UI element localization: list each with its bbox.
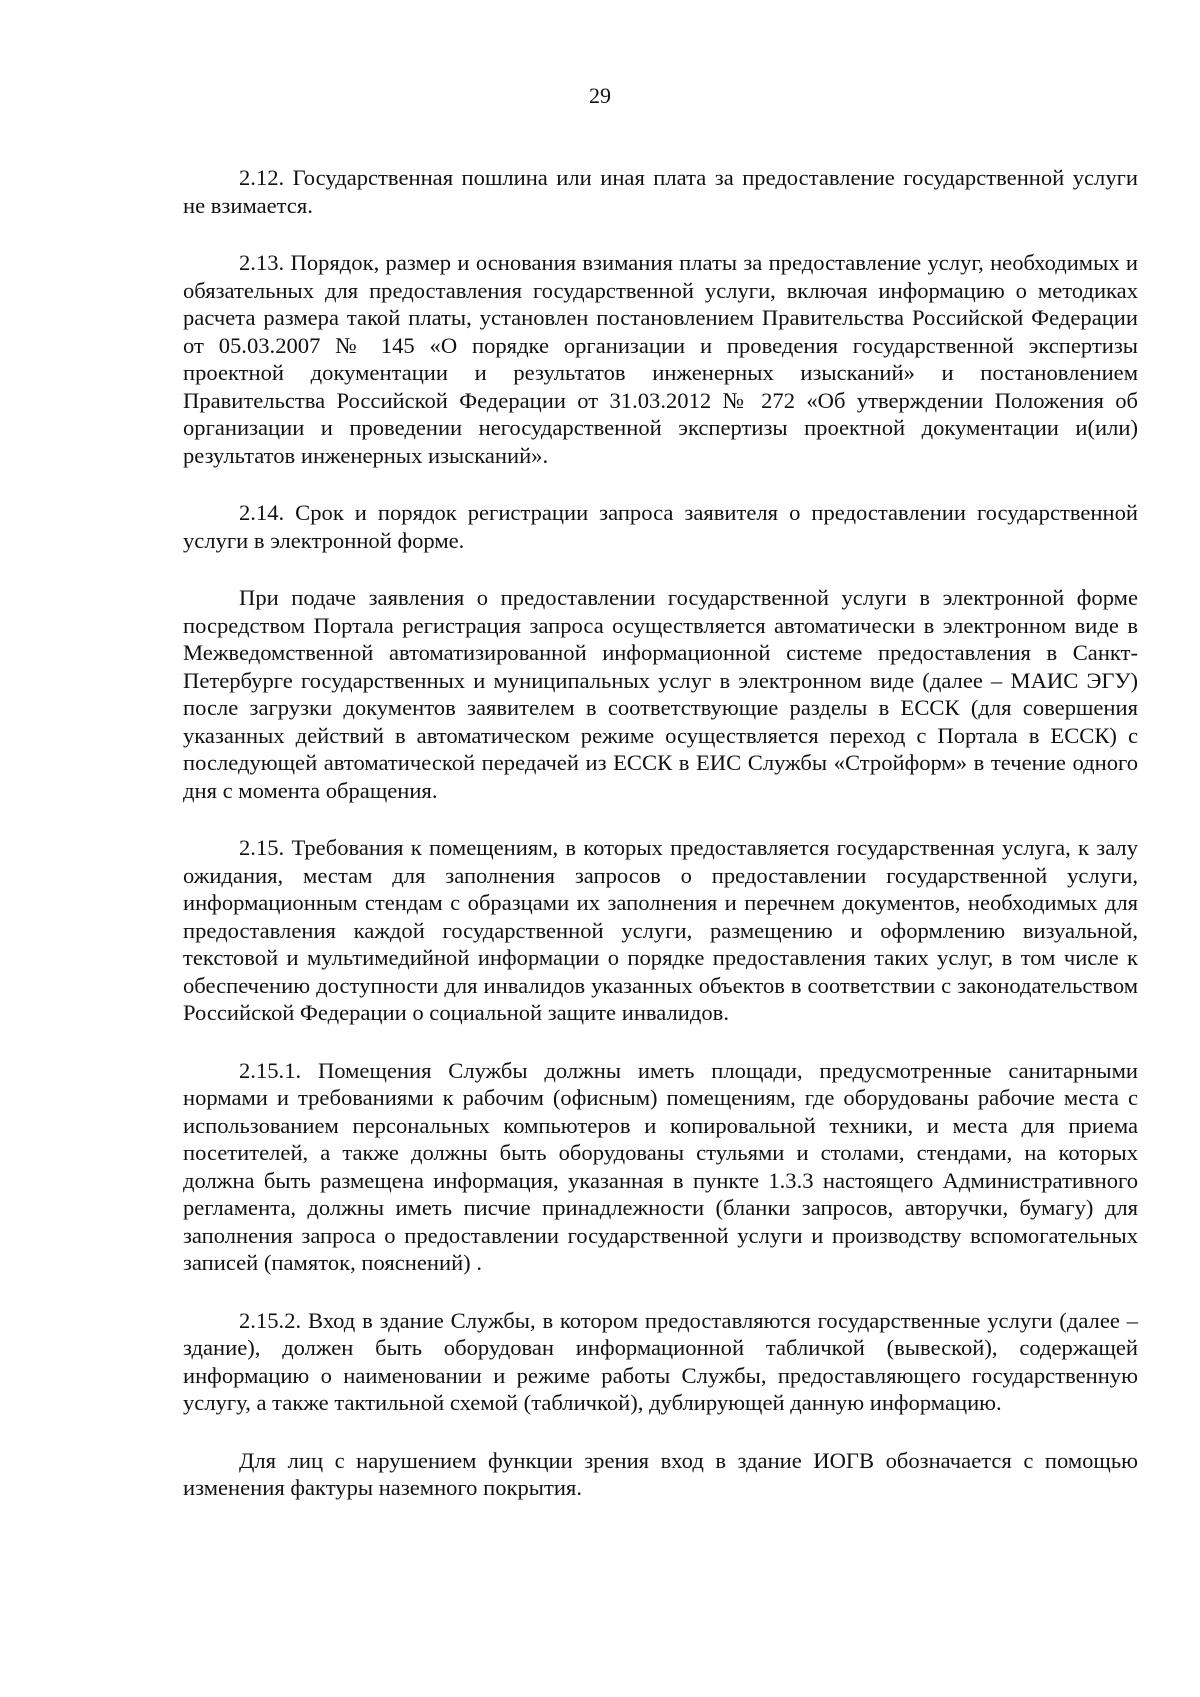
paragraph-2-12: 2.12. Государственная пошлина или иная плата за предоставление государственной услуги не взимается. — [183, 165, 1138, 218]
paragraph-visually-impaired-entrance: Для лиц с нарушением функции зрения вход в здание ИОГВ обозначается с помощью изменения фактуры наземного покрытия. — [183, 1447, 1138, 1500]
paragraph-2-15: 2.15. Требования к помещениям, в которых предоставляется государственная услуга, к залу ожидания, местам для заполнения запросов о предоставлении государственной услуги, информационным стендам с образцами их заполнения и перечнем документов, необходимых для предоставления каждой государственной услуги, размещению и оформлению визуальной, текстовой и мультимедийной информации о порядке предоставления таких услуг, в том числе к обеспечению доступности для инвалидов указанных объектов в соответствии с законодательством Российской Федерации о социальной защите инвалидов. — [183, 835, 1138, 1025]
paragraph-2-15-1: 2.15.1. Помещения Службы должны иметь площади, предусмотренные санитарными нормами и требованиями к рабочим (офисным) помещениям, где оборудованы рабочие места с использованием персональных компьютеров и копировальной техники, и места для приема посетителей, а также должны быть оборудованы стульями и столами, стендами, на которых должна быть размещена информация, указанная в пункте 1.3.3 настоящего Административного регламента, должны иметь писчие принадлежности (бланки запросов, авторучки, бумагу) для заполнения запроса о предоставлении государственной услуги и производству вспомогательных записей (памяток, пояснений) . — [183, 1057, 1138, 1275]
document-body — [183, 164, 1138, 1531]
paragraph-2-14: 2.14. Срок и порядок регистрации запроса заявителя о предоставлении государственной услуги в электронной форме. — [183, 500, 1138, 553]
page-number: 29 — [589, 83, 611, 108]
paragraph-2-15-2: 2.15.2. Вход в здание Службы, в котором предоставляются государственные услуги (далее – здание), должен быть оборудован информационной табличкой (вывеской), содержащей информацию о наименовании и режиме работы Службы, предоставляющего государственную услугу, а также тактильной схемой (табличкой), дублирующей данную информацию. — [183, 1307, 1138, 1415]
paragraph-2-13: 2.13. Порядок, размер и основания взимания платы за предоставление услуг, необходимых и обязательных для предоставления государственной услуги, включая информацию о методиках расчета размера такой платы, установлен постановлением Правительства Российской Федерации от 05.03.2007 № 145 «О порядке организации и проведения государственной экспертизы проектной документации и результатов инженерных изысканий» и постановлением Правительства Российской Федерации от 31.03.2012 № 272 «Об утверждении Положения об организации и проведении негосударственной экспертизы проектной документации и(или) результатов инженерных изысканий». — [183, 250, 1138, 468]
paragraph-electronic-registration: При подаче заявления о предоставлении государственной услуги в электронной форме посредством Портала регистрация запроса осуществляется автоматически в электронном виде в Межведомственной автоматизированной информационной системе предоставления в Санкт-Петербурге государственных и муниципальных услуг в электронном виде (далее – МАИС ЭГУ) после загрузки документов заявителем в соответствующие разделы в ЕССК (для совершения указанных действий в автоматическом режиме осуществляется переход с Портала в ЕССК) с последующей автоматической передачей из ЕССК в ЕИС Службы «Стройформ» в течение одного дня с момента обращения. — [183, 585, 1138, 803]
